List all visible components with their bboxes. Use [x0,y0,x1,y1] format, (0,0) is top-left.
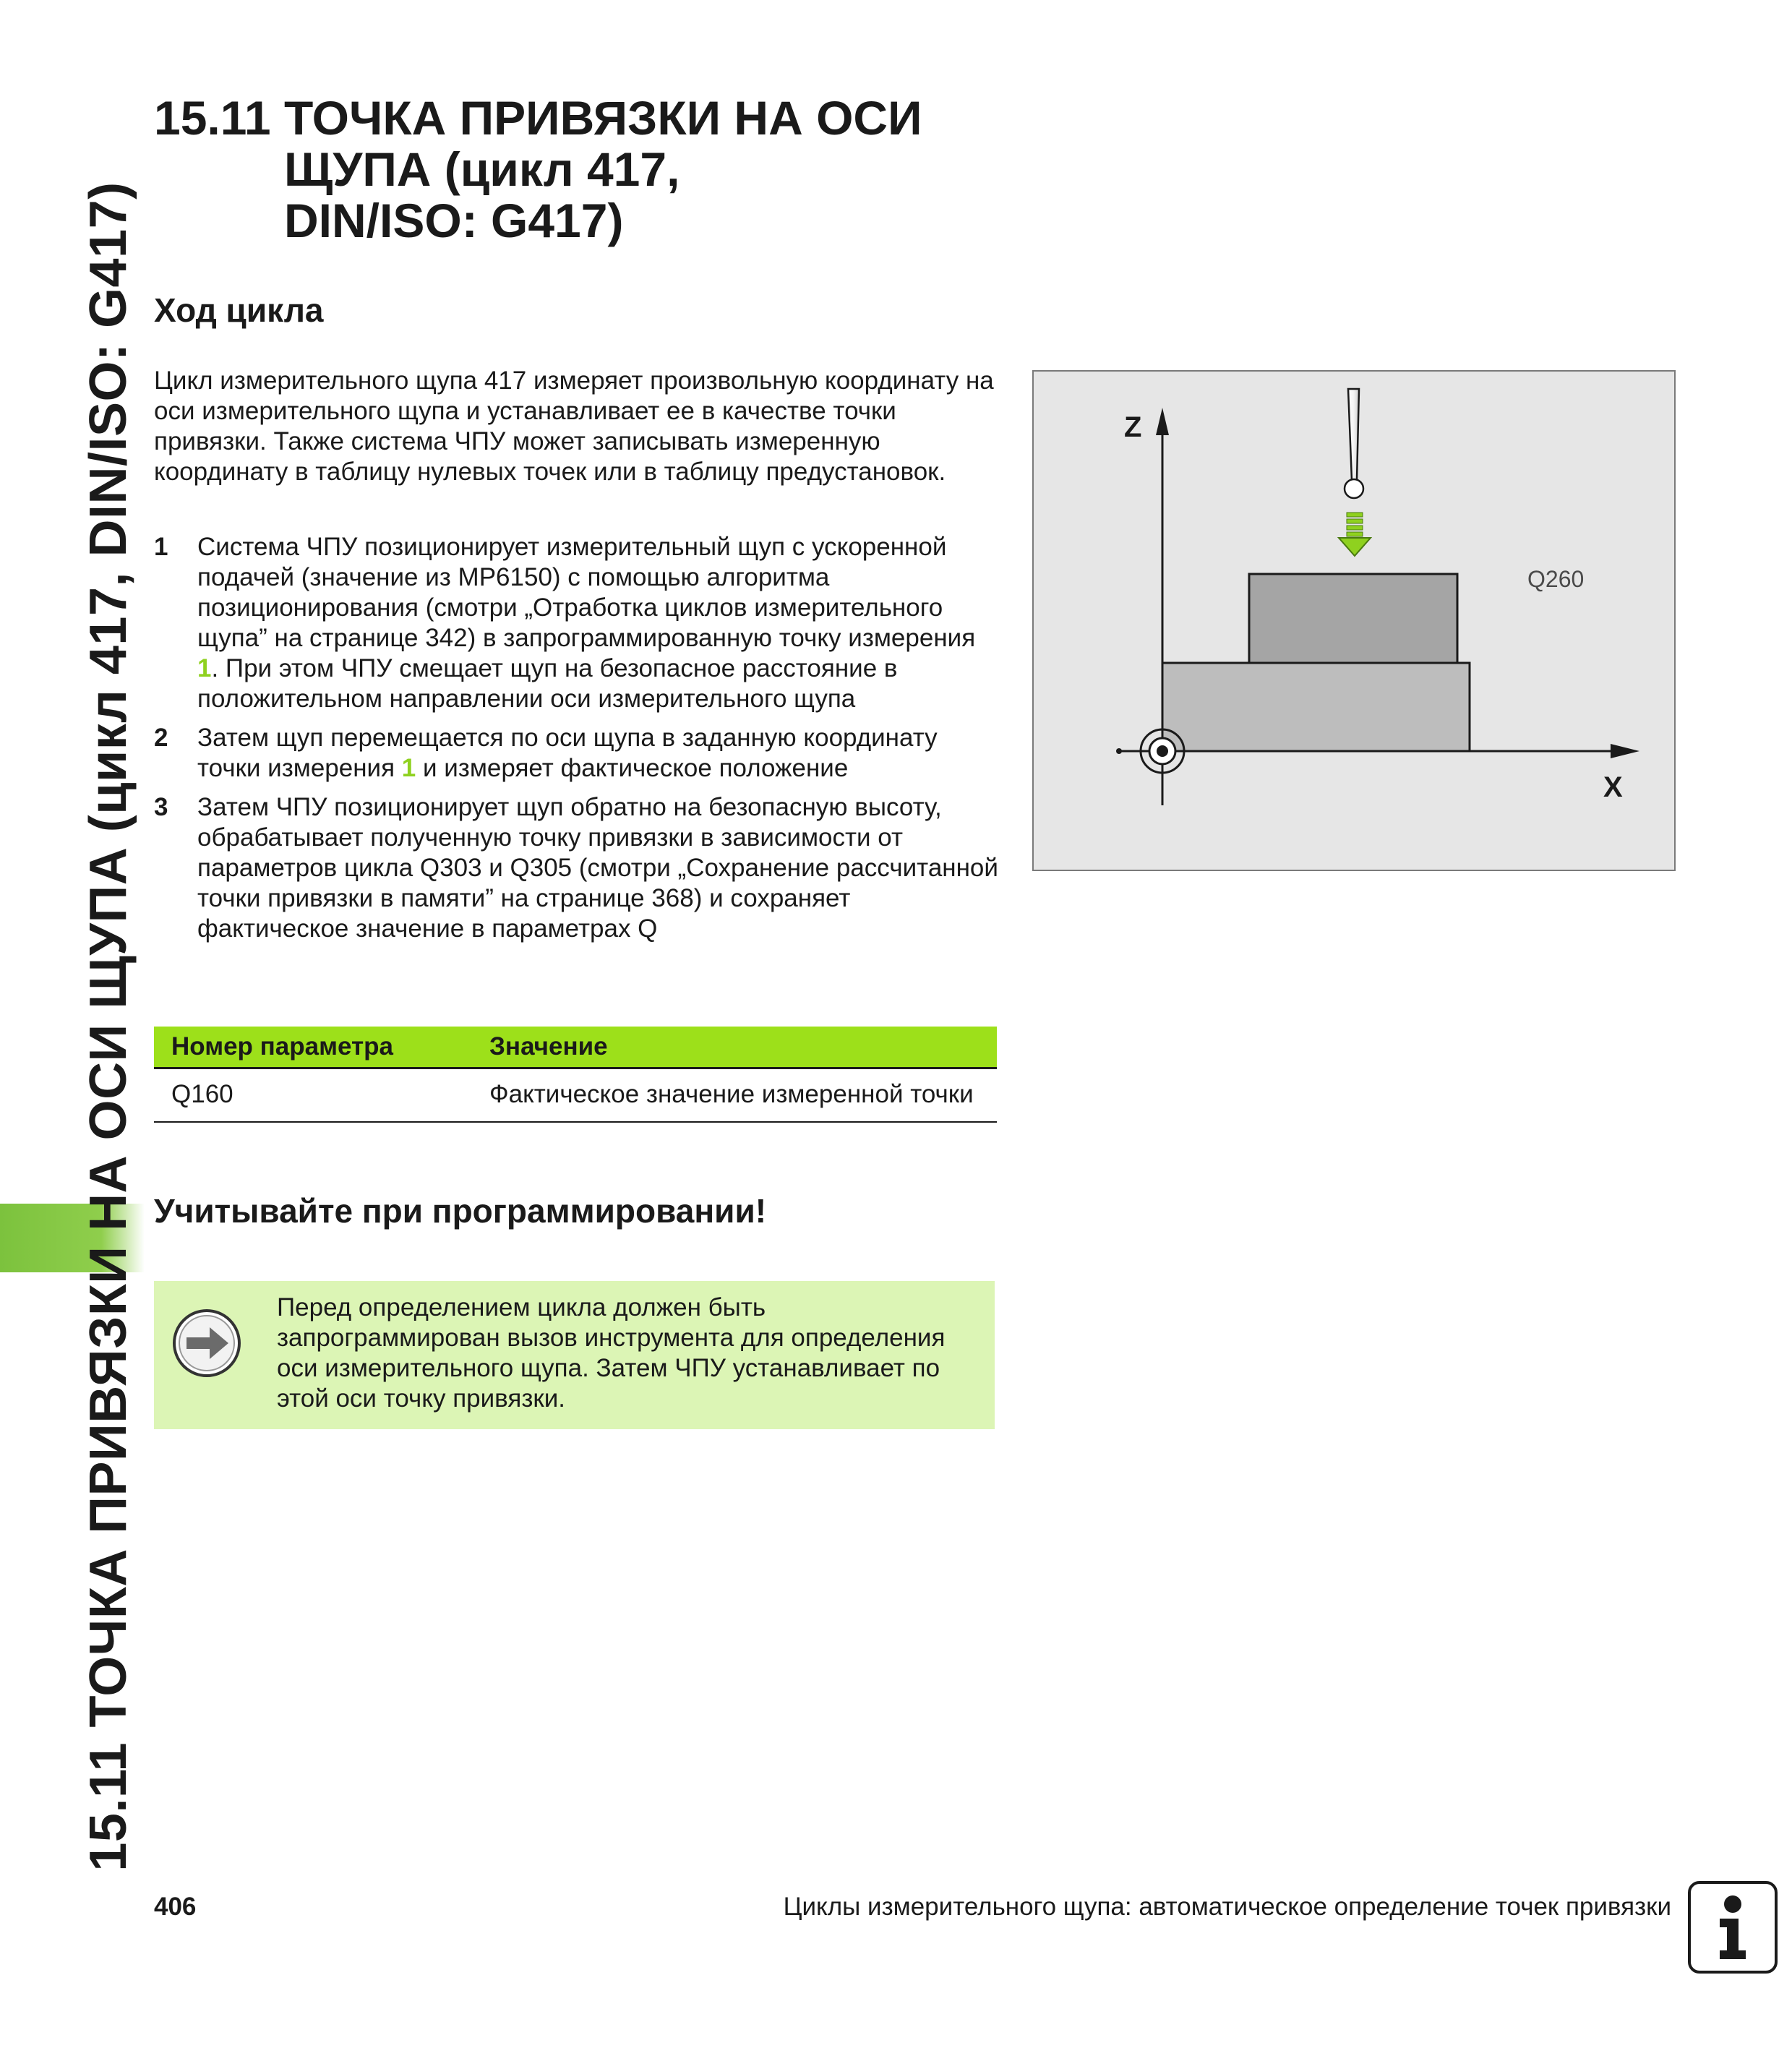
step-text-part: . При этом ЧПУ смещает щуп на безопасное расстояние в положительном направлении оси измерительного щупа [197,654,898,713]
step-text-part: Затем щуп перемещается по оси щупа в заданную координату точки измерения [197,724,938,782]
probe-diagram [1032,370,1676,871]
point-ref-highlight: 1 [197,654,212,682]
workpiece-base [1162,663,1470,751]
step-text [197,723,1000,784]
step-number: 1 [154,533,168,561]
section-number: 15.11 [154,91,271,145]
step-number: 2 [154,724,168,752]
arrow-right-icon [172,1308,241,1378]
step-text-part: и измеряет фактическое положение [416,754,849,782]
footer-chapter-title: Циклы измерительного щупа: автоматическое определение точек привязки [783,1893,1671,1921]
step-text-part: Система ЧПУ позиционирует измерительный щуп с ускоренной подачей (значение из MP6150) с помощью алгоритма позиционирования (смотри „Отработка циклов измерительного щупа” на странице 342) в запрограммированную точку измерения [197,533,976,652]
title-line-3: DIN/ISO: G417) [284,194,624,247]
z-axis-arrow-icon [1156,408,1169,435]
note-box [154,1281,995,1429]
title-line-1: ТОЧКА ПРИВЯЗКИ НА ОСИ [284,91,922,145]
column-header-value: Значение [472,1027,997,1068]
section-heading-cycle: Ход цикла [154,291,324,329]
probe-stylus-icon [1345,389,1363,498]
parameter-table [154,1027,997,1123]
list-item [154,532,1000,714]
q260-label: Q260 [1527,566,1585,592]
page-number: 406 [154,1893,197,1921]
info-glyph [1691,1884,1775,1971]
point-ref-highlight: 1 [401,754,416,782]
page-title [154,93,922,247]
probe-direction-arrow-icon [1339,513,1371,556]
side-chapter-title: 15.11 ТОЧКА ПРИВЯЗКИ НА ОСИ ЩУПА (цикл 417, DIN/ISO: G417) [80,181,137,1872]
info-icon [1688,1881,1778,1974]
workpiece-top [1249,574,1457,663]
steps-list [154,532,1000,953]
list-item [154,723,1000,784]
x-axis-arrow-icon [1611,744,1639,758]
cell-value: Фактическое значение измеренной точки [472,1068,997,1123]
step-text [197,532,1000,714]
diagram-svg [1034,372,1674,870]
table-header-row [154,1027,997,1068]
step-number: 3 [154,793,168,821]
note-icon-wrap [154,1281,277,1429]
step-text-part: Затем ЧПУ позиционирует щуп обратно на безопасную высоту, обрабатывает полученную точку привязки в зависимости от параметров цикла Q303 и Q305 (смотри „Сохранение рассчитанной точки привязки в памяти” на странице 368) и сохраняет фактическое значение в параметрах Q [197,793,998,943]
section-heading-programming-note: Учитывайте при программировании! [154,1192,767,1230]
step-text [197,792,1000,944]
x-axis-start-dot [1116,748,1122,754]
z-axis-label: Z [1124,411,1142,443]
title-line-2: ЩУПА (цикл 417, [284,142,680,196]
table-row [154,1068,997,1123]
list-item [154,792,1000,944]
column-header-parameter: Номер параметра [154,1027,472,1068]
note-text: Перед определением цикла должен быть запрограммирован вызов инструмента для определения оси измерительного щупа. Затем ЧПУ устанавливает по этой оси точку привязки. [277,1293,946,1413]
intro-paragraph: Цикл измерительного щупа 417 измеряет произвольную координату на оси измерительного щупа и устанавливает ее в качестве точки привязки. Также система ЧПУ может записывать измеренную координату в таблицу нулевых точек или в таблицу предустановок. [154,367,994,486]
x-axis-label: X [1603,771,1623,803]
cell-parameter: Q160 [154,1068,472,1123]
